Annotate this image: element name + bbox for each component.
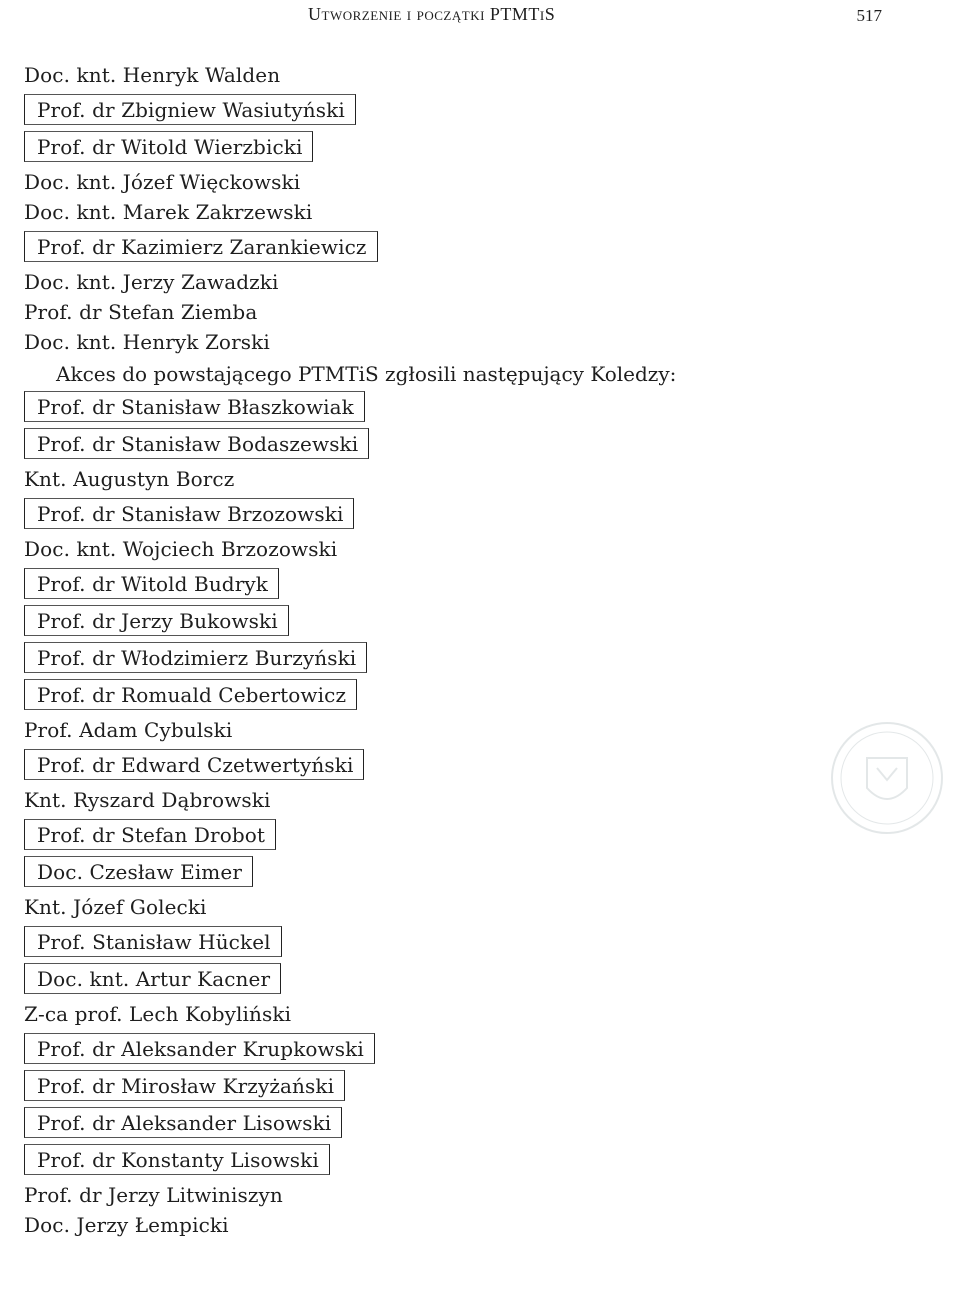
member-entry [24,786,904,814]
member-entry [24,605,904,636]
member-entry [24,1070,904,1101]
person-name: Doc. knt. Józef Więckowski [24,170,301,194]
member-entry [24,893,904,921]
person-name: Z-ca prof. Lech Kobyliński [24,1002,292,1026]
intro-paragraph: Akces do powstającego PTMTiS zgłosili następujący Koledzy: [56,362,677,386]
founder-entry [24,131,904,162]
boxed-name: Prof. dr Witold Budryk [24,568,279,599]
member-entry [24,1000,904,1028]
member-entry [24,1033,904,1064]
person-name: Doc. knt. Henryk Walden [24,63,281,87]
member-entry [24,819,904,850]
boxed-name: Prof. dr Stanisław Błaszkowiak [24,391,365,422]
person-name: Doc. knt. Wojciech Brzozowski [24,537,338,561]
boxed-name: Prof. dr Jerzy Bukowski [24,605,289,636]
boxed-name: Prof. dr Zbigniew Wasiutyński [24,94,356,125]
person-name: Knt. Józef Golecki [24,895,207,919]
boxed-name: Doc. knt. Artur Kacner [24,963,281,994]
person-name: Prof. Adam Cybulski [24,718,233,742]
boxed-name: Prof. dr Mirosław Krzyżański [24,1070,345,1101]
member-entry [24,749,904,780]
page-number: 517 [856,6,882,25]
member-entry [24,535,904,563]
boxed-name: Prof. dr Włodzimierz Burzyński [24,642,367,673]
boxed-name: Prof. dr Witold Wierzbicki [24,131,313,162]
boxed-name: Prof. dr Stefan Drobot [24,819,276,850]
boxed-name: Doc. Czesław Eimer [24,856,253,887]
member-entry [24,642,904,673]
member-entry [24,679,904,710]
member-entry [24,1107,904,1138]
member-entry [24,1211,904,1239]
person-name: Doc. Jerzy Łempicki [24,1213,229,1237]
member-entry [24,391,904,422]
boxed-name: Prof. dr Aleksander Krupkowski [24,1033,375,1064]
member-entry [24,926,904,957]
founder-entry [24,231,904,262]
person-name: Doc. knt. Jerzy Zawadzki [24,270,279,294]
running-head: Utworzenie i początki PTMTiS [308,4,556,24]
name-list [24,60,904,1241]
member-entry [24,465,904,493]
founder-entry [24,61,904,89]
member-entry [24,1144,904,1175]
member-entry [24,716,904,744]
founder-entry [24,94,904,125]
boxed-name: Prof. dr Stanisław Bodaszewski [24,428,369,459]
member-entry [24,856,904,887]
boxed-name: Prof. dr Konstanty Lisowski [24,1144,330,1175]
person-name: Prof. dr Jerzy Litwiniszyn [24,1183,283,1207]
boxed-name: Prof. dr Kazimierz Zarankiewicz [24,231,378,262]
person-name: Prof. dr Stefan Ziemba [24,300,258,324]
person-name: Doc. knt. Marek Zakrzewski [24,200,313,224]
boxed-name: Prof. Stanisław Hückel [24,926,282,957]
founders-list [24,61,904,356]
founder-entry [24,298,904,326]
seal-watermark [822,718,952,838]
founder-entry [24,168,904,196]
boxed-name: Prof. dr Edward Czetwertyński [24,749,364,780]
boxed-name: Prof. dr Romuald Cebertowicz [24,679,357,710]
member-entry [24,498,904,529]
member-entry [24,1181,904,1209]
boxed-name: Prof. dr Aleksander Lisowski [24,1107,342,1138]
person-name: Knt. Ryszard Dąbrowski [24,788,271,812]
person-name: Knt. Augustyn Borcz [24,467,235,491]
member-entry [24,963,904,994]
founder-entry [24,198,904,226]
member-entry [24,428,904,459]
members-list [24,391,904,1239]
boxed-name: Prof. dr Stanisław Brzozowski [24,498,354,529]
founder-entry [24,328,904,356]
member-entry [24,568,904,599]
person-name: Doc. knt. Henryk Zorski [24,330,270,354]
page-header [0,4,960,28]
founder-entry [24,268,904,296]
